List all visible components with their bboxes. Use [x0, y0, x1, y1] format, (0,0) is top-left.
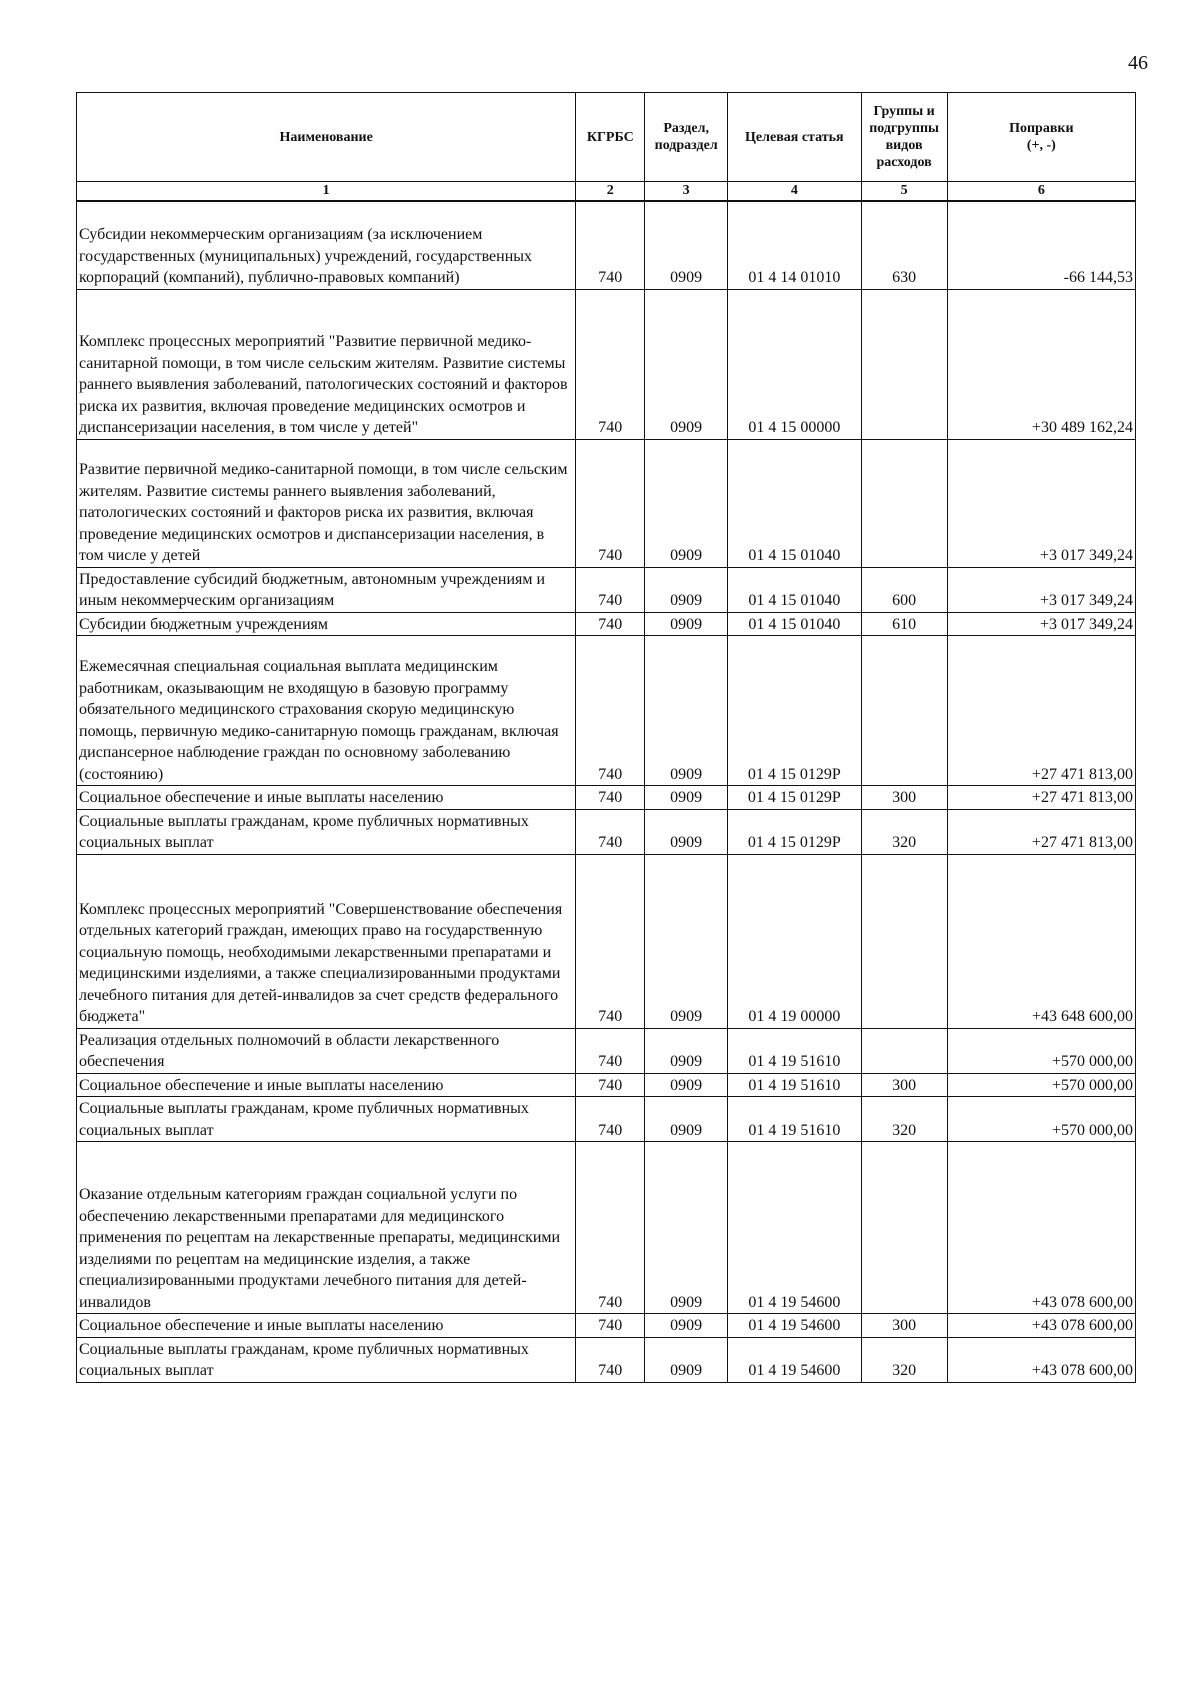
- row-amount: +43 078 600,00: [947, 1314, 1135, 1338]
- row-target: 01 4 19 54600: [728, 1142, 861, 1314]
- table-row: [77, 1142, 1136, 1314]
- row-group: [861, 439, 947, 567]
- row-kgrbs: 740: [576, 636, 645, 786]
- row-target: 01 4 19 51610: [728, 1028, 861, 1073]
- row-name: Субсидии бюджетным учреждениям: [77, 612, 576, 636]
- row-name: Социальные выплаты гражданам, кроме публичных нормативных социальных выплат: [77, 809, 576, 854]
- table-row: [77, 201, 1136, 289]
- row-amount: +43 078 600,00: [947, 1142, 1135, 1314]
- row-group: [861, 1028, 947, 1073]
- row-section: 0909: [645, 1073, 728, 1097]
- row-target: 01 4 15 00000: [728, 289, 861, 439]
- header-row: [77, 93, 1136, 182]
- row-target: 01 4 19 54600: [728, 1314, 861, 1338]
- row-section: 0909: [645, 1314, 728, 1338]
- row-target: 01 4 14 01010: [728, 201, 861, 289]
- row-section: 0909: [645, 1028, 728, 1073]
- row-section: 0909: [645, 201, 728, 289]
- row-section: 0909: [645, 567, 728, 612]
- row-amount: +43 078 600,00: [947, 1337, 1135, 1382]
- row-group: [861, 636, 947, 786]
- row-section: 0909: [645, 612, 728, 636]
- row-target: 01 4 15 0129Р: [728, 636, 861, 786]
- row-amount: +3 017 349,24: [947, 612, 1135, 636]
- row-amount: +27 471 813,00: [947, 636, 1135, 786]
- row-target: 01 4 19 54600: [728, 1337, 861, 1382]
- header-amendments-sign: (+, -): [1026, 138, 1056, 153]
- header-kgrbs: КГРБС: [576, 93, 645, 182]
- table-row: [77, 567, 1136, 612]
- column-number: 4: [728, 182, 861, 202]
- table-row: [77, 809, 1136, 854]
- header-target: Целевая статья: [728, 93, 861, 182]
- row-kgrbs: 740: [576, 1337, 645, 1382]
- row-kgrbs: 740: [576, 1097, 645, 1142]
- row-group: 320: [861, 809, 947, 854]
- row-group: [861, 854, 947, 1028]
- row-name: Комплекс процессных мероприятий "Совершенствование обеспечения отдельных категорий граждан, имеющих право на государственную социальную помощь, необходимыми лекарственными препаратами и медицинскими изделиями, а также специализированными продуктами лечебного питания для детей-инвалидов за счет средств федерального бюджета": [77, 854, 576, 1028]
- row-group: 630: [861, 201, 947, 289]
- table-row: [77, 1314, 1136, 1338]
- row-kgrbs: 740: [576, 612, 645, 636]
- row-target: 01 4 15 01040: [728, 439, 861, 567]
- row-group: 320: [861, 1097, 947, 1142]
- row-name: Развитие первичной медико-санитарной помощи, в том числе сельским жителям. Развитие системы раннего выявления заболеваний, патологических состояний и факторов риска их развития, включая проведение медицинских осмотров и диспансеризации населения, в том числе у детей: [77, 439, 576, 567]
- row-amount: +30 489 162,24: [947, 289, 1135, 439]
- column-number: 3: [645, 182, 728, 202]
- row-amount: +3 017 349,24: [947, 567, 1135, 612]
- row-name: Ежемесячная специальная социальная выплата медицинским работникам, оказывающим не входящую в базовую программу обязательного медицинского страхования скорую медицинскую помощь, первичную медико-санитарную помощь гражданам, включая диспансерное наблюдение граждан по основному заболеванию (состоянию): [77, 636, 576, 786]
- column-number: 1: [77, 182, 576, 202]
- row-section: 0909: [645, 636, 728, 786]
- row-name: Комплекс процессных мероприятий "Развитие первичной медико-санитарной помощи, в том числе сельским жителям. Развитие системы раннего выявления заболеваний, патологических состояний и факторов риска их развития, включая проведение медицинских осмотров и диспансеризации населения, в том числе у детей": [77, 289, 576, 439]
- row-kgrbs: 740: [576, 567, 645, 612]
- table-row: [77, 439, 1136, 567]
- table-row: [77, 786, 1136, 810]
- row-kgrbs: 740: [576, 201, 645, 289]
- row-amount: -66 144,53: [947, 201, 1135, 289]
- row-amount: +570 000,00: [947, 1073, 1135, 1097]
- row-target: 01 4 15 0129Р: [728, 809, 861, 854]
- row-name: Социальное обеспечение и иные выплаты населению: [77, 1073, 576, 1097]
- row-section: 0909: [645, 1097, 728, 1142]
- row-name: Социальные выплаты гражданам, кроме публичных нормативных социальных выплат: [77, 1337, 576, 1382]
- header-amendments-title: Поправки: [1009, 121, 1074, 136]
- row-name: Социальное обеспечение и иные выплаты населению: [77, 786, 576, 810]
- table-row: [77, 1073, 1136, 1097]
- row-kgrbs: 740: [576, 1073, 645, 1097]
- row-section: 0909: [645, 854, 728, 1028]
- row-group: 300: [861, 1073, 947, 1097]
- row-group: 600: [861, 567, 947, 612]
- row-group: [861, 1142, 947, 1314]
- row-kgrbs: 740: [576, 854, 645, 1028]
- row-group: 320: [861, 1337, 947, 1382]
- row-section: 0909: [645, 1142, 728, 1314]
- row-section: 0909: [645, 439, 728, 567]
- header-groups: Группы и подгруппы видов расходов: [861, 93, 947, 182]
- row-kgrbs: 740: [576, 809, 645, 854]
- row-target: 01 4 19 00000: [728, 854, 861, 1028]
- page-number: 46: [1128, 52, 1148, 74]
- row-amount: +27 471 813,00: [947, 786, 1135, 810]
- row-group: 300: [861, 1314, 947, 1338]
- row-section: 0909: [645, 809, 728, 854]
- row-amount: +570 000,00: [947, 1028, 1135, 1073]
- column-number: 6: [947, 182, 1135, 202]
- row-target: 01 4 15 0129Р: [728, 786, 861, 810]
- row-name: Социальное обеспечение и иные выплаты населению: [77, 1314, 576, 1338]
- row-name: Субсидии некоммерческим организациям (за исключением государственных (муниципальных) учреждений, государственных корпораций (компаний), публично-правовых компаний): [77, 201, 576, 289]
- row-target: 01 4 15 01040: [728, 567, 861, 612]
- header-amendments: [947, 93, 1135, 182]
- table-row: [77, 1337, 1136, 1382]
- row-section: 0909: [645, 289, 728, 439]
- row-kgrbs: 740: [576, 786, 645, 810]
- row-target: 01 4 15 01040: [728, 612, 861, 636]
- column-number: 2: [576, 182, 645, 202]
- row-section: 0909: [645, 786, 728, 810]
- row-target: 01 4 19 51610: [728, 1097, 861, 1142]
- table-row: [77, 1028, 1136, 1073]
- column-number-row: [77, 182, 1136, 202]
- row-amount: +27 471 813,00: [947, 809, 1135, 854]
- row-group: [861, 289, 947, 439]
- row-group: 300: [861, 786, 947, 810]
- table-row: [77, 1097, 1136, 1142]
- row-kgrbs: 740: [576, 289, 645, 439]
- row-kgrbs: 740: [576, 1028, 645, 1073]
- header-section: Раздел, подраздел: [645, 93, 728, 182]
- budget-amendments-table: [76, 92, 1136, 1383]
- table-body: [77, 201, 1136, 1382]
- row-name: Социальные выплаты гражданам, кроме публичных нормативных социальных выплат: [77, 1097, 576, 1142]
- column-number: 5: [861, 182, 947, 202]
- row-kgrbs: 740: [576, 439, 645, 567]
- table-row: [77, 289, 1136, 439]
- table-row: [77, 636, 1136, 786]
- row-amount: +570 000,00: [947, 1097, 1135, 1142]
- row-name: Предоставление субсидий бюджетным, автономным учреждениям и иным некоммерческим организациям: [77, 567, 576, 612]
- row-target: 01 4 19 51610: [728, 1073, 861, 1097]
- table-row: [77, 612, 1136, 636]
- table-row: [77, 854, 1136, 1028]
- row-section: 0909: [645, 1337, 728, 1382]
- row-group: 610: [861, 612, 947, 636]
- row-name: Реализация отдельных полномочий в области лекарственного обеспечения: [77, 1028, 576, 1073]
- row-kgrbs: 740: [576, 1314, 645, 1338]
- row-name: Оказание отдельным категориям граждан социальной услуги по обеспечению лекарственными препаратами для медицинского применения по рецептам на лекарственные препараты, медицинскими изделиями по рецептам на медицинские изделия, а также специализированными продуктами лечебного питания для детей-инвалидов: [77, 1142, 576, 1314]
- row-amount: +3 017 349,24: [947, 439, 1135, 567]
- header-name: Наименование: [77, 93, 576, 182]
- row-amount: +43 648 600,00: [947, 854, 1135, 1028]
- row-kgrbs: 740: [576, 1142, 645, 1314]
